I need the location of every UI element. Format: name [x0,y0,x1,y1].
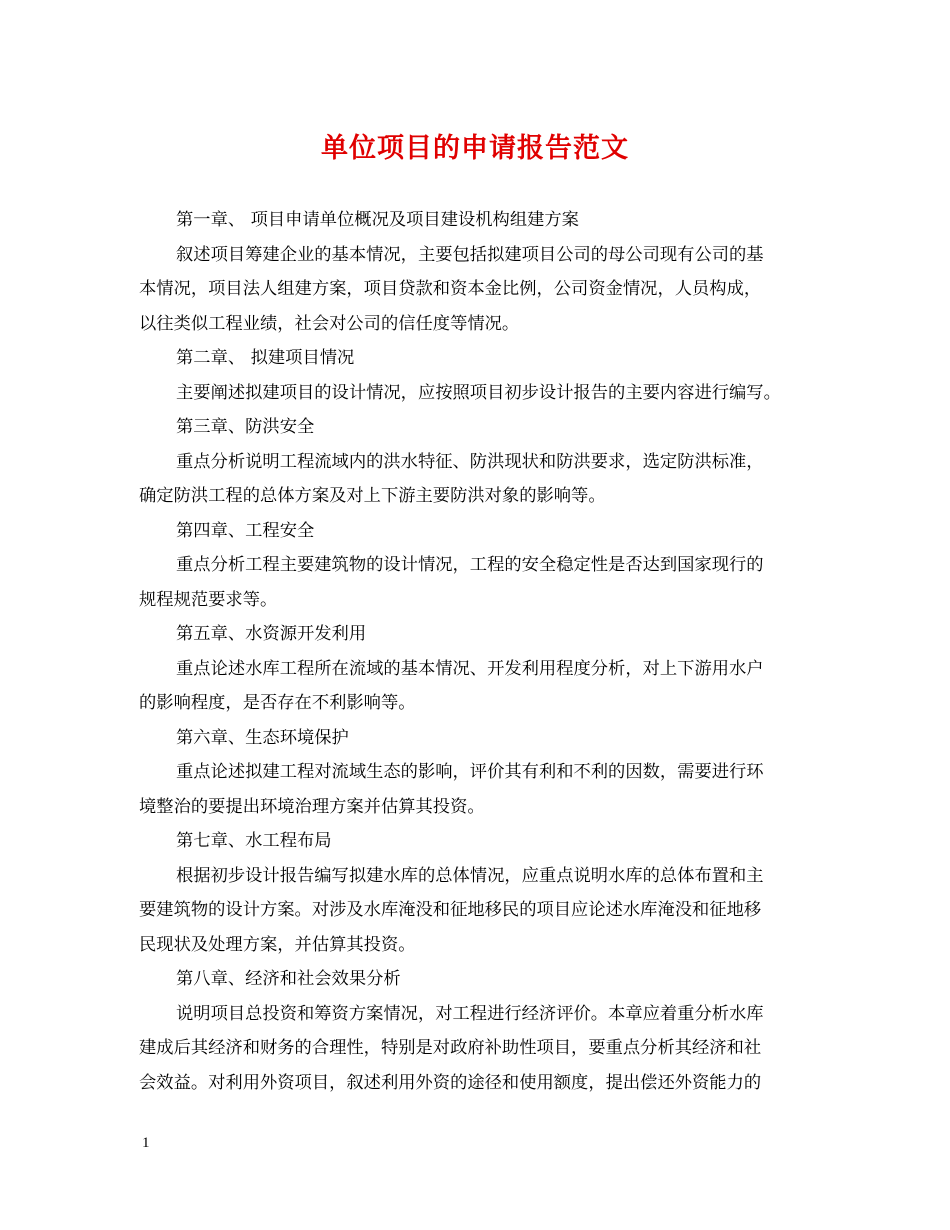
body-line: 叙述项目筹建企业的基本情况，主要包括拟建项目公司的母公司现有公司的基 [176,244,764,265]
document-title: 单位项目的申请报告范文 [321,133,629,164]
body-line: 说明项目总投资和筹资方案情况，对工程进行经济评价。本章应着重分析水库 [176,1003,764,1024]
body-line: 的影响程度，是否存在不利影响等。 [139,693,416,713]
body-line: 规程规范要求等。 [139,589,278,610]
body-line: 重点论述水库工程所在流域的基本情况、开发利用程度分析，对上下游用水户 [176,658,764,679]
body-line: 以往类似工程业绩，社会对公司的信任度等情况。 [139,313,520,334]
body-line: 要建筑物的设计方案。对涉及水库淹没和征地移民的项目应论述水库淹没和征地移 [139,900,762,920]
body-line: 第四章、工程安全 [176,520,315,541]
body-line: 第六章、生态环境保护 [176,727,349,748]
body-line: 主要阐述拟建项目的设计情况，应按照项目初步设计报告的主要内容进行编写。 [176,382,781,403]
page-number: 1 [142,1135,150,1151]
body-line: 第二章、 拟建项目情况 [176,348,355,368]
body-line: 第七章、水工程布局 [176,831,332,851]
body-line: 重点论述拟建工程对流域生态的影响，评价其有利和不利的因数，需要进行环 [176,762,764,782]
body-line: 民现状及处理方案，并估算其投资。 [139,934,416,955]
body-line: 重点分析工程主要建筑物的设计情况，工程的安全稳定性是否达到国家现行的 [176,555,764,575]
body-line: 建成后其经济和财务的合理性，特别是对政府补助性项目，要重点分析其经济和社 [139,1038,762,1058]
body-line: 本情况，项目法人组建方案，项目贷款和资本金比例，公司资金情况，人员构成， [139,279,762,299]
body-line: 第三章、防洪安全 [176,417,315,437]
body-line: 会效益。对利用外资项目，叙述利用外资的途径和使用额度，提出偿还外资能力的 [139,1072,762,1093]
body-line: 第一章、 项目申请单位概况及项目建设机构组建方案 [176,210,579,230]
body-line: 确定防洪工程的总体方案及对上下游主要防洪对象的影响等。 [139,486,606,506]
body-line: 重点分析说明工程流域内的洪水特征、防洪现状和防洪要求，选定防洪标准， [176,451,764,472]
body-line: 第八章、经济和社会效果分析 [176,969,401,989]
document-body [139,203,819,1100]
body-line: 第五章、水资源开发利用 [176,624,367,644]
body-line: 境整治的要提出环境治理方案并估算其投资。 [139,796,485,817]
body-line: 根据初步设计报告编写拟建水库的总体情况，应重点说明水库的总体布置和主 [176,865,764,886]
